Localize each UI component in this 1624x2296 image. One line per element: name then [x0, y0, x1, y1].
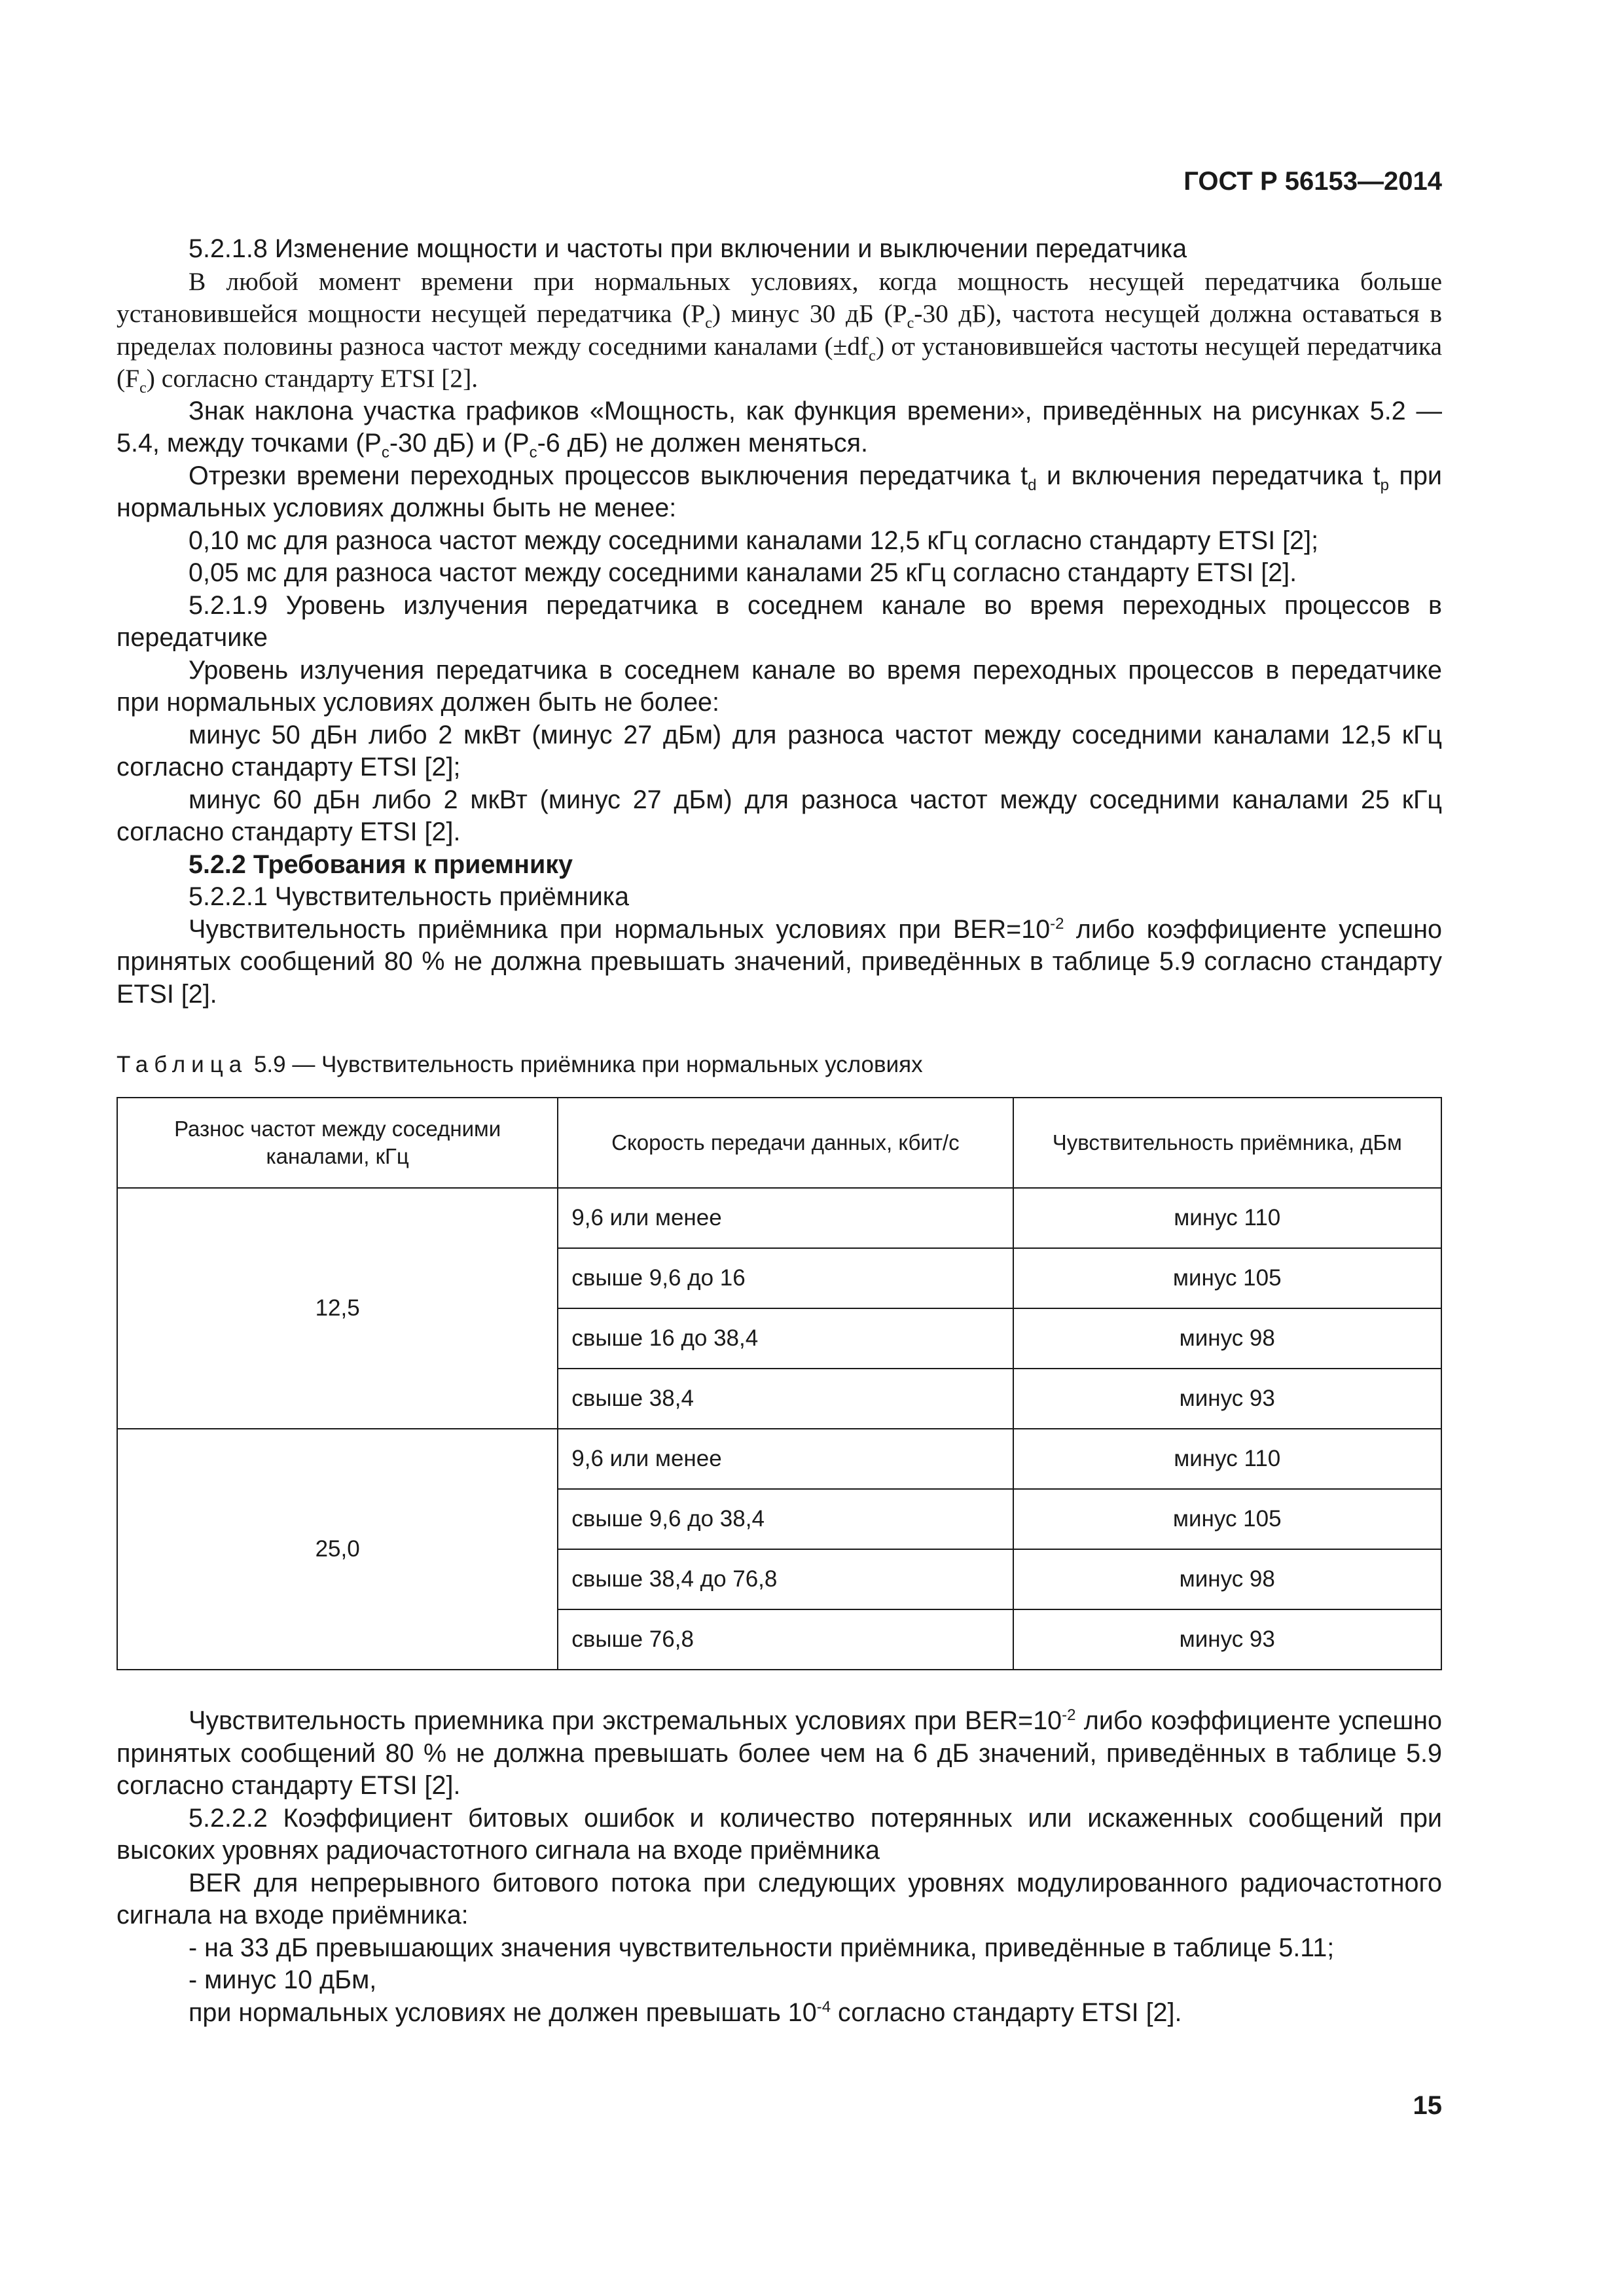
data-rate-cell: свыше 16 до 38,4 — [558, 1308, 1013, 1369]
section-title-5-2-2-2: 5.2.2.2 Коэффициент битовых ошибок и количество потерянных или искаженных сообщений при высоких уровнях радиочастотного сигнала на входе приёмника — [117, 1803, 1442, 1865]
data-rate-cell: свыше 38,4 до 76,8 — [558, 1549, 1013, 1609]
list-item: 0,05 мс для разноса частот между соседними каналами 25 кГц согласно стандарту ETSI [2]. — [189, 558, 1297, 587]
section-title-5-2-2-1: 5.2.2.1 Чувствительность приёмника — [189, 882, 629, 911]
table-header-cell: Скорость передачи данных, кбит/с — [558, 1098, 1013, 1188]
data-rate-cell: 9,6 или менее — [558, 1188, 1013, 1248]
section-title-5-2-1-8: 5.2.1.8 Изменение мощности и частоты при включении и выключении передатчика — [189, 234, 1187, 263]
table-header-cell: Чувствительность приёмника, дБм — [1013, 1098, 1442, 1188]
table-caption: Таблица 5.9 — Чувствительность приёмника при нормальных условиях — [117, 1052, 923, 1077]
sensitivity-cell: минус 98 — [1013, 1308, 1442, 1369]
page-number: 15 — [1413, 2091, 1442, 2120]
paragraph-frequency-carrier: В любой момент времени при нормальных условиях, когда мощность несущей передатчика больше установившейся мощности несущей передатчика $(P_c)$ минус 30 дБ ($P_c-30$ дБ), частота несущей должна оставаться в пределах половины разноса частот между соседними каналами $(\pm df_c)$ от установившейся частоты несущей передатчика $(F_c)$ согласно стандарту ETSI [2]. — [117, 266, 1443, 397]
text-block-upper — [117, 233, 1442, 1011]
list-item: минус 60 дБн либо 2 мкВт (минус 27 дБм) для разноса частот между соседними каналами 25 кГц согласно стандарту ETSI [2]. — [117, 785, 1442, 846]
sensitivity-cell: минус 110 — [1013, 1188, 1442, 1248]
table-row — [117, 1188, 1441, 1248]
paragraph-ber-limit: при нормальных условиях не должен превышать $10^{-4}$ согласно стандарту ETSI [2]. — [189, 1998, 1182, 2027]
channel-spacing-cell: 12,5 — [117, 1188, 558, 1429]
paragraph-transient-times: Отрезки времени переходных процессов выключения передатчика $t_d$ и включения передатчика $t_p$ при нормальных условиях должны быть не менее: — [117, 461, 1442, 522]
data-rate-cell: свыше 9,6 до 16 — [558, 1248, 1013, 1308]
sensitivity-cell: минус 93 — [1013, 1369, 1442, 1429]
section-title-5-2-2: 5.2.2 Требования к приемнику — [189, 850, 573, 879]
sensitivity-table — [117, 1097, 1442, 1670]
document-header: ГОСТ Р 56153—2014 — [1183, 167, 1442, 196]
data-rate-cell: свыше 38,4 — [558, 1369, 1013, 1429]
sensitivity-cell: минус 105 — [1013, 1489, 1442, 1549]
data-rate-cell: свыше 76,8 — [558, 1609, 1013, 1670]
section-title-5-2-1-9: 5.2.1.9 Уровень излучения передатчика в соседнем канале во время переходных процессов в передатчике — [117, 590, 1442, 652]
sensitivity-cell: минус 98 — [1013, 1549, 1442, 1609]
list-item: минус 50 дБн либо 2 мкВт (минус 27 дБм) для разноса частот между соседними каналами 12,5 кГц согласно стандарту ETSI [2]; — [117, 720, 1442, 781]
paragraph-extreme-sensitivity: Чувствительность приемника при экстремальных условиях при $BER=10^{-2}$ либо коэффициенте успешно принятых сообщений 80 % не должна превышать более чем на 6 дБ значений, приведённых в таблице 5.9 согласно стандарту ETSI [2]. — [117, 1706, 1442, 1800]
channel-spacing-cell: 25,0 — [117, 1429, 558, 1670]
sensitivity-cell: минус 110 — [1013, 1429, 1442, 1489]
paragraph-receiver-sensitivity: Чувствительность приёмника при нормальных условиях при $BER=10^{-2}$ либо коэффициенте успешно принятых сообщений 80 % не должна превышать значений, приведённых в таблице 5.9 согласно стандарту ETSI [2]. — [117, 914, 1442, 1009]
data-rate-cell: 9,6 или менее — [558, 1429, 1013, 1489]
table-header-cell: Разнос частот между соседними каналами, кГц — [117, 1098, 558, 1188]
paragraph-ber: BER для непрерывного битового потока при следующих уровнях модулированного радиочастотного сигнала на входе приёмника: — [117, 1868, 1442, 1929]
paragraph-slope-sign: Знак наклона участка графиков «Мощность, как функция времени», приведённых на рисунках 5.2 — 5.4, между точками ($P_c-30$ дБ) и ($P_c-6$ дБ) не должен меняться. — [117, 396, 1442, 461]
sensitivity-cell: минус 93 — [1013, 1609, 1442, 1670]
list-item: - на 33 дБ превышающих значения чувствительности приёмника, приведённые в таблице 5.11; — [189, 1933, 1335, 1962]
text-block-lower — [117, 1705, 1442, 2029]
paragraph-adjacent-channel: Уровень излучения передатчика в соседнем канале во время переходных процессов в передатчике при нормальных условиях должен быть не более: — [117, 655, 1442, 717]
list-item: 0,10 мс для разноса частот между соседними каналами 12,5 кГц согласно стандарту ETSI [2]; — [189, 526, 1319, 555]
sensitivity-cell: минус 105 — [1013, 1248, 1442, 1308]
table-header-row — [117, 1098, 1441, 1188]
data-rate-cell: свыше 9,6 до 38,4 — [558, 1489, 1013, 1549]
list-item: - минус 10 дБм, — [189, 1965, 377, 1994]
table-row — [117, 1429, 1441, 1489]
